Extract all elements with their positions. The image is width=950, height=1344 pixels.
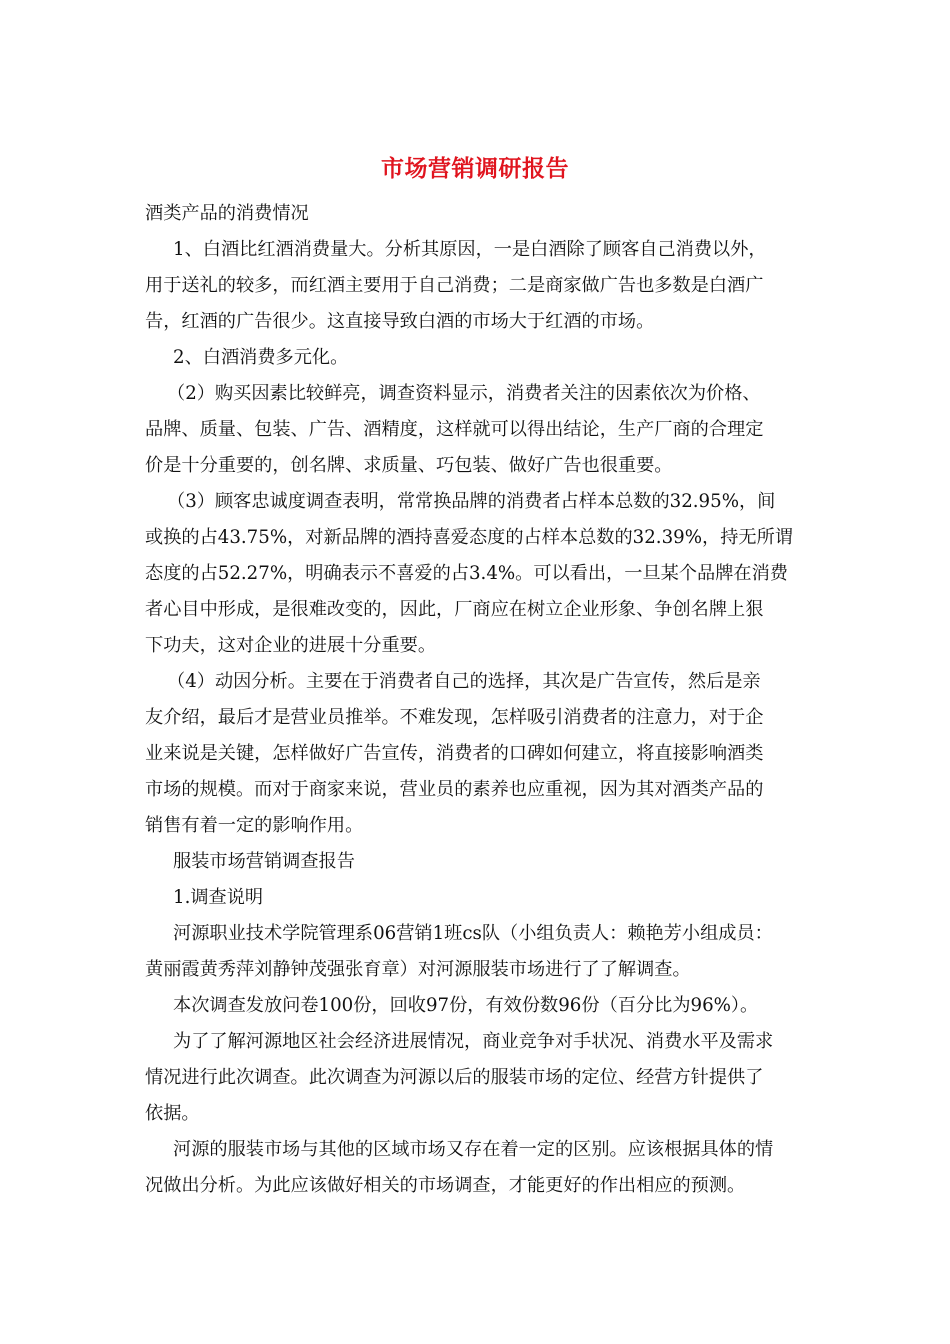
- paragraph-line: 友介绍，最后才是营业员推举。不难发现，怎样吸引消费者的注意力，对于企: [145, 707, 764, 728]
- paragraph-line: 告，红酒的广告很少。这直接导致白酒的市场大于红酒的市场。: [145, 311, 655, 332]
- section-heading: 酒类产品的消费情况: [145, 203, 309, 224]
- section-heading: 服装市场营销调查报告: [173, 851, 355, 872]
- paragraph-line: 下功夫，这对企业的进展十分重要。: [145, 635, 437, 656]
- paragraph-line: 河源的服装市场与其他的区域市场又存在着一定的区别。应该根据具体的情: [173, 1139, 774, 1160]
- paragraph-line: 市场的规模。而对于商家来说，营业员的素养也应重视，因为其对酒类产品的: [145, 779, 764, 800]
- paragraph-line: 或换的占43.75%，对新品牌的酒持喜爱态度的占样本总数的32.39%，持无所谓: [145, 527, 793, 548]
- paragraph-line: 者心目中形成，是很难改变的，因此，厂商应在树立企业形象、争创名牌上狠: [145, 599, 764, 620]
- paragraph-line: 依据。: [145, 1103, 200, 1124]
- paragraph-line: 河源职业技术学院管理系06营销1班cs队（小组负责人：赖艳芳小组成员：: [173, 923, 773, 944]
- document-body: [145, 196, 810, 1204]
- paragraph-line: 态度的占52.27%，明确表示不喜爱的占3.4%。可以看出，一旦某个品牌在消费: [145, 563, 788, 584]
- paragraph-line: 本次调查发放问卷100份，回收97份，有效份数96份（百分比为96%）。: [173, 995, 759, 1016]
- paragraph-line: 情况进行此次调查。此次调查为河源以后的服装市场的定位、经营方针提供了: [145, 1067, 764, 1088]
- paragraph-line: 价是十分重要的，创名牌、求质量、巧包装、做好广告也很重要。: [145, 455, 673, 476]
- paragraph-line: 业来说是关键，怎样做好广告宣传，消费者的口碑如何建立，将直接影响酒类: [145, 743, 764, 764]
- paragraph-line: 销售有着一定的影响作用。: [145, 815, 364, 836]
- paragraph-line: 2、白酒消费多元化。: [173, 347, 349, 368]
- document-title: 市场营销调研报告: [381, 155, 569, 182]
- paragraph-line: （3）顾客忠诚度调查表明，常常换品牌的消费者占样本总数的32.95%，间: [167, 491, 776, 512]
- paragraph-line: （2）购买因素比较鲜亮，调查资料显示，消费者关注的因素依次为价格、: [167, 383, 761, 404]
- paragraph-line: 为了了解河源地区社会经济进展情况，商业竞争对手状况、消费水平及需求: [173, 1031, 774, 1052]
- paragraph-line: 品牌、质量、包装、广告、酒精度，这样就可以得出结论，生产厂商的合理定: [145, 419, 764, 440]
- paragraph-line: 黄丽霞黄秀萍刘静钟茂强张育章）对河源服装市场进行了了解调查。: [145, 959, 691, 980]
- paragraph-line: 1、白酒比红酒消费量大。分析其原因，一是白酒除了顾客自己消费以外，: [173, 239, 767, 260]
- paragraph-line: 用于送礼的较多，而红酒主要用于自己消费；二是商家做广告也多数是白酒广: [145, 275, 764, 296]
- paragraph-line: （4）动因分析。主要在于消费者自己的选择，其次是广告宣传，然后是亲: [167, 671, 761, 692]
- paragraph-line: 况做出分析。为此应该做好相关的市场调查，才能更好的作出相应的预测。: [145, 1175, 746, 1196]
- subsection-heading: 1.调查说明: [173, 887, 264, 908]
